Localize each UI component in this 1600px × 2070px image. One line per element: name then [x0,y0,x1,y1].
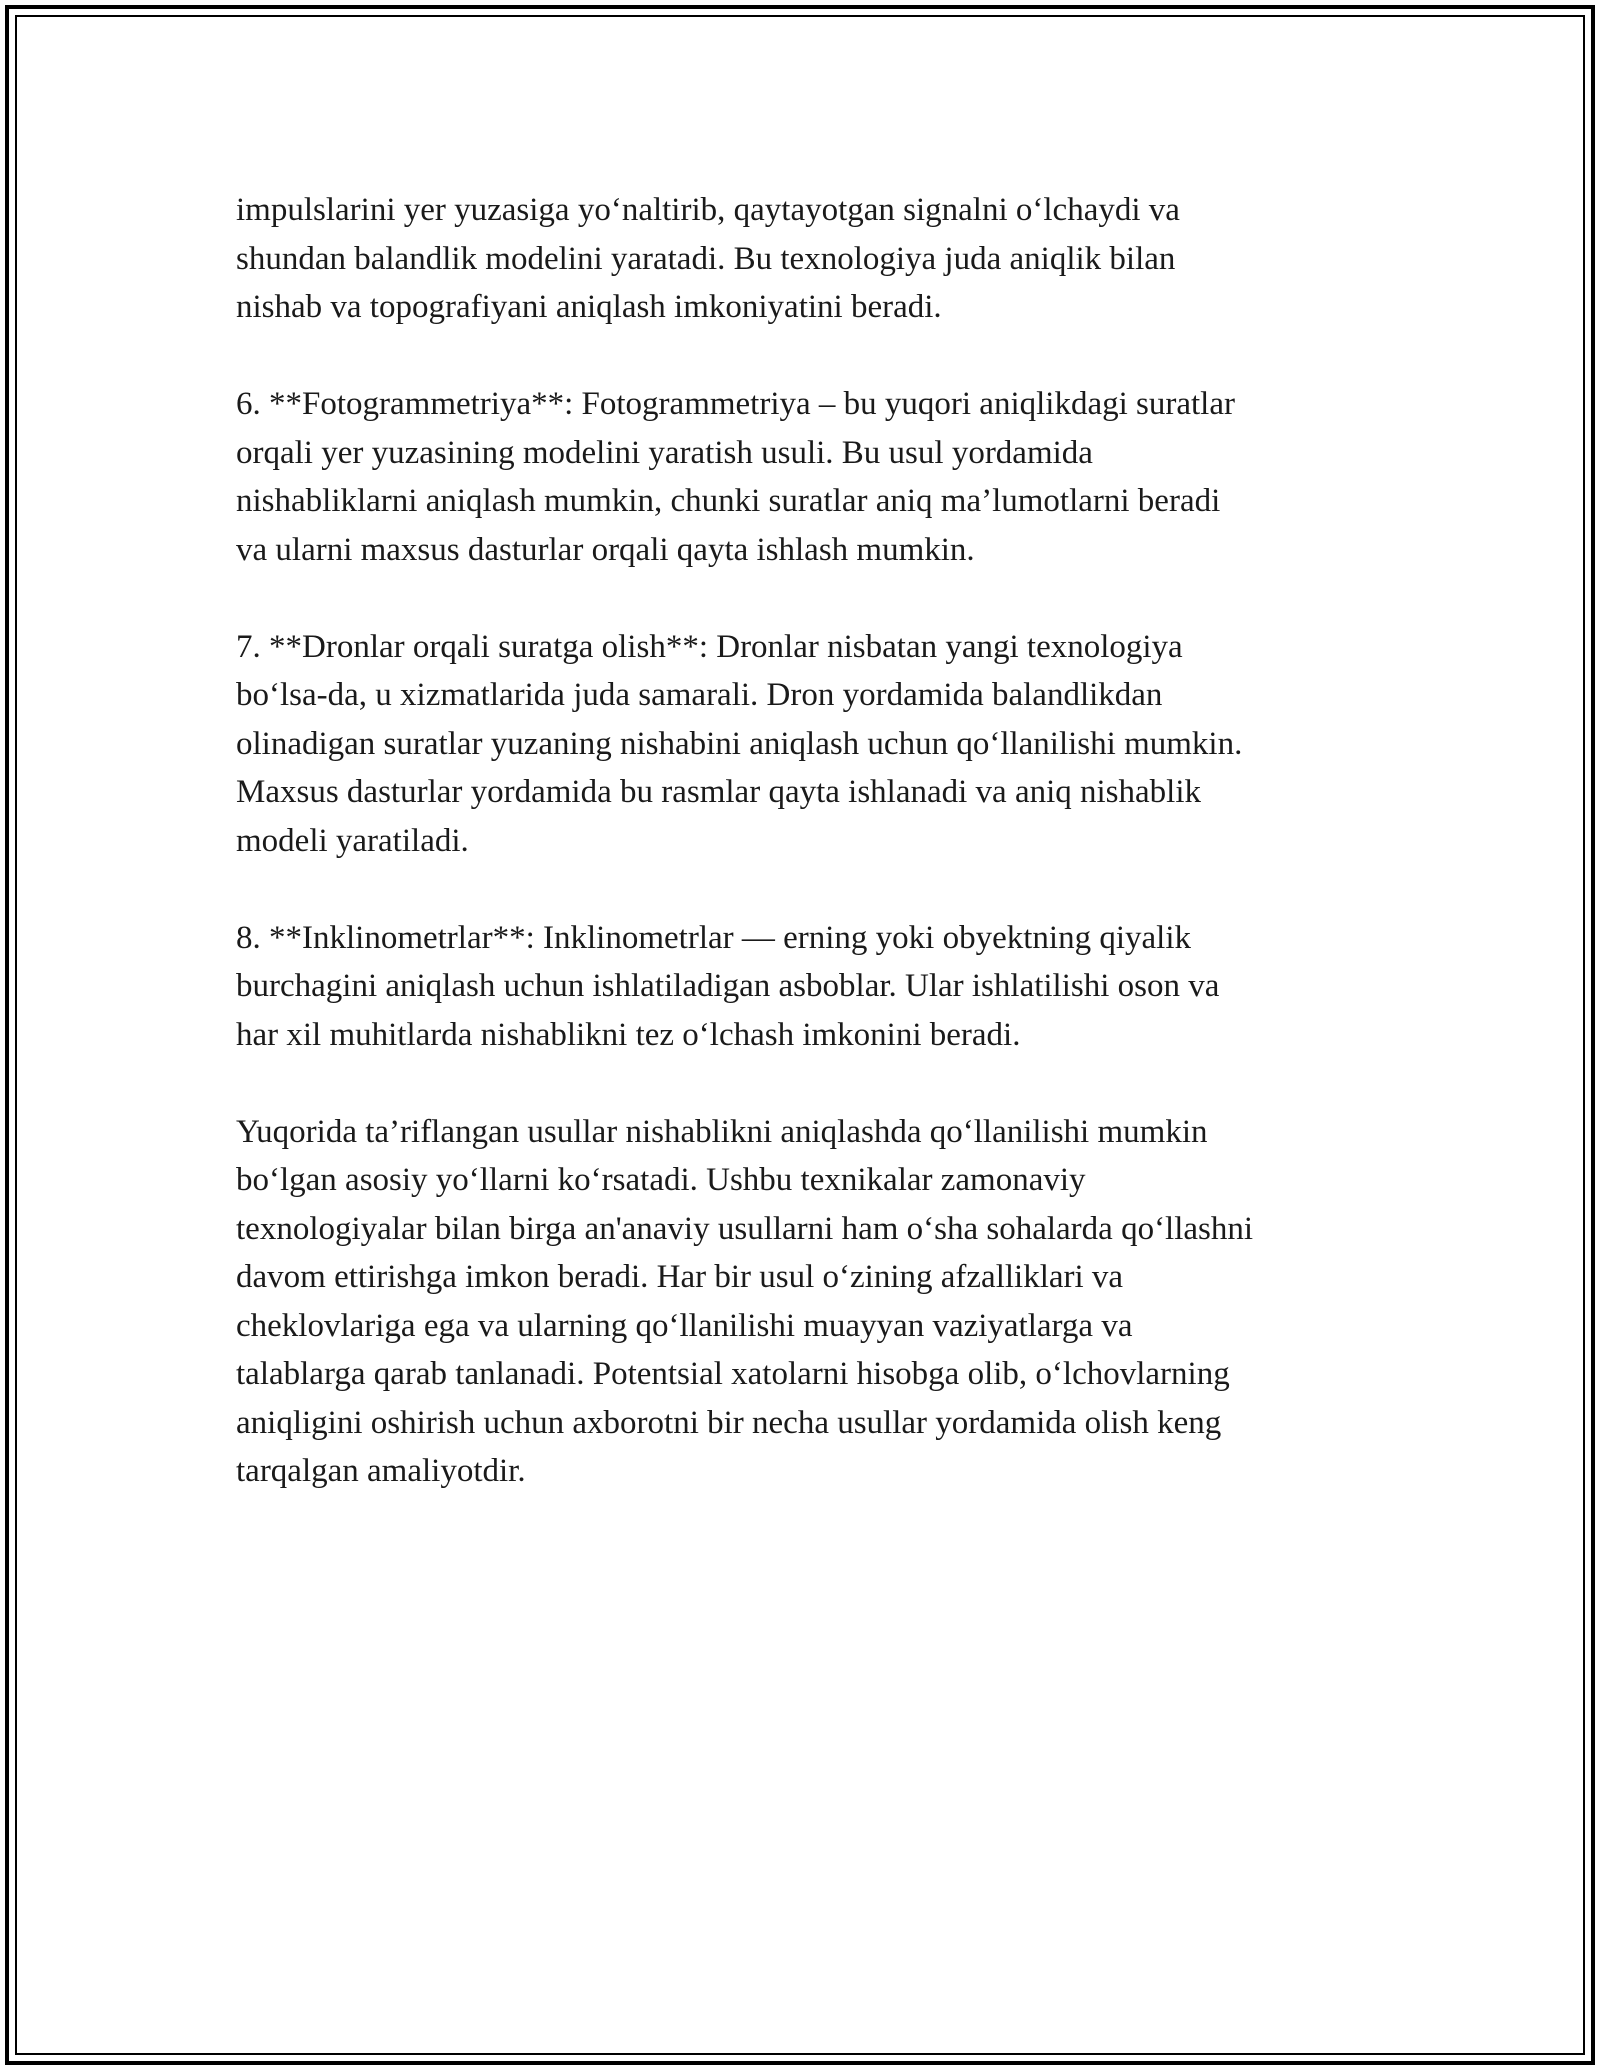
text-line: har xil muhitlarda nishablikni tez o‘lchash imkonini beradi. [236,1016,1021,1053]
text-line: Yuqorida ta’riflangan usullar nishablikni aniqlashda qo‘llanilishi mumkin [236,1113,1208,1150]
text-line: shundan balandlik modelini yaratadi. Bu texnologiya juda aniqlik bilan [236,240,1176,277]
text-line: davom ettirishga imkon beradi. Har bir usul o‘zining afzalliklari va [236,1259,1124,1295]
text-line: 8. **Inklinometrlar**: Inklinometrlar — erning yoki obyektning qiyalik [236,919,1191,956]
text-line: orqali yer yuzasining modelini yaratish usuli. Bu usul yordamida [236,434,1093,471]
text-line: talablarga qarab tanlanadi. Potentsial xatolarni hisobga olib, o‘lchovlarning [236,1356,1230,1392]
text-line: impulslarini yer yuzasiga yo‘naltirib, qaytayotgan signalni o‘lchaydi va [236,192,1180,228]
text-line: bo‘lsa-da, u xizmatlarida juda samarali. Dron yordamida balandlikdan [236,677,1163,713]
text-line: tarqalgan amaliyotdir. [236,1453,526,1489]
text-line: bo‘lgan asosiy yo‘llarni ko‘rsatadi. Ushbu texnikalar zamonaviy [236,1162,1086,1198]
text-line: nishabliklarni aniqlash mumkin, chunki suratlar aniq ma’lumotlarni beradi [236,483,1221,519]
paragraph-conclusion [236,1108,1396,1496]
paragraph-inklinometrlar [236,914,1396,1060]
text-line: Maxsus dasturlar yordamida bu rasmlar qayta ishlanadi va aniq nishablik [236,774,1202,810]
text-line: va ularni maxsus dasturlar orqali qayta ishlash mumkin. [236,531,975,568]
paragraph-fotogrammetriya [236,380,1396,574]
document-body [236,186,1396,1544]
text-line: nishab va topografiyani aniqlash imkoniyatini beradi. [236,289,942,325]
text-line: aniqligini oshirish uchun axborotni bir necha usullar yordamida olish keng [236,1404,1222,1441]
paragraph-dronlar [236,623,1396,866]
text-line: cheklovlariga ega va ularning qo‘llanilishi muayyan vaziyatlarga va [236,1307,1133,1344]
text-line: modeli yaratiladi. [236,822,469,859]
text-line: texnologiyalar bilan birga an'anaviy usullarni ham o‘sha sohalarda qo‘llashni [236,1210,1254,1247]
paragraph-lidar-continuation [236,186,1396,332]
text-line: 7. **Dronlar orqali suratga olish**: Dronlar nisbatan yangi texnologiya [236,628,1183,665]
text-line: burchagini aniqlash uchun ishlatiladigan asboblar. Ular ishlatilishi oson va [236,968,1220,1004]
text-line: olinadigan suratlar yuzaning nishabini aniqlash uchun qo‘llanilishi mumkin. [236,725,1243,762]
text-line: 6. **Fotogrammetriya**: Fotogrammetriya – bu yuqori aniqlikdagi suratlar [236,386,1235,422]
